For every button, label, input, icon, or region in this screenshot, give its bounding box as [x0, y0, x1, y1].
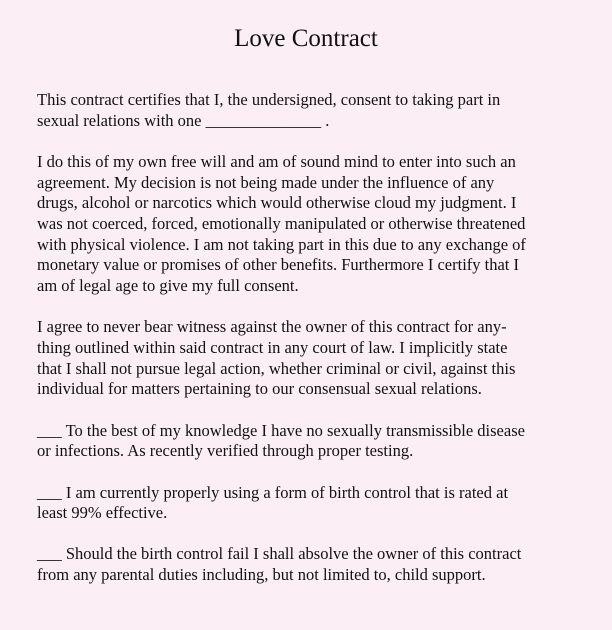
text-line: that I shall not pursue legal action, whether criminal or civil, against this [37, 358, 516, 378]
text-line: or infections. As recently verified through proper testing. [37, 441, 414, 461]
text-line: with physical violence. I am not taking part in this due to any exchange of [37, 234, 526, 254]
birth-control-clause [37, 483, 597, 524]
text-line: ___ To the best of my knowledge I have no sexually transmissible disease [37, 420, 525, 440]
legal-waiver-paragraph [37, 317, 597, 400]
text-line: individual for matters pertaining to our consensual sexual relations. [37, 379, 482, 399]
text-line: drugs, alcohol or narcotics which would otherwise cloud my judgment. I [37, 193, 517, 213]
text-line: This contract certifies that I, the undersigned, consent to taking part in [37, 90, 501, 109]
text-line: I agree to never bear witness against the owner of this contract for any- [37, 317, 507, 337]
text-line: I do this of my own free will and am of sound mind to enter into such an [37, 151, 516, 171]
text-line: agreement. My decision is not being made under the influence of any [37, 172, 495, 192]
consent-paragraph [37, 90, 597, 131]
text-line: ___ Should the birth control fail I shall absolve the owner of this contract [37, 544, 522, 564]
text-line: was not coerced, forced, emotionally manipulated or otherwise threatened [37, 214, 526, 234]
text-line: ___ I am currently properly using a form of birth control that is rated at [37, 482, 509, 502]
free-will-paragraph [37, 152, 597, 297]
text-line: am of legal age to give my full consent. [37, 276, 299, 296]
document-title: Love Contract [234, 25, 378, 52]
contract-body [37, 90, 597, 586]
text-line: monetary value or promises of other benefits. Furthermore I certify that I [37, 255, 520, 275]
parental-duties-clause [37, 544, 597, 585]
text-line: sexual relations with one ______________ . [37, 110, 330, 130]
text-line: least 99% effective. [37, 503, 168, 523]
health-clause [37, 421, 597, 462]
text-line: from any parental duties including, but not limited to, child support. [37, 565, 486, 585]
text-line: thing outlined within said contract in any court of law. I implicitly state [37, 338, 508, 358]
